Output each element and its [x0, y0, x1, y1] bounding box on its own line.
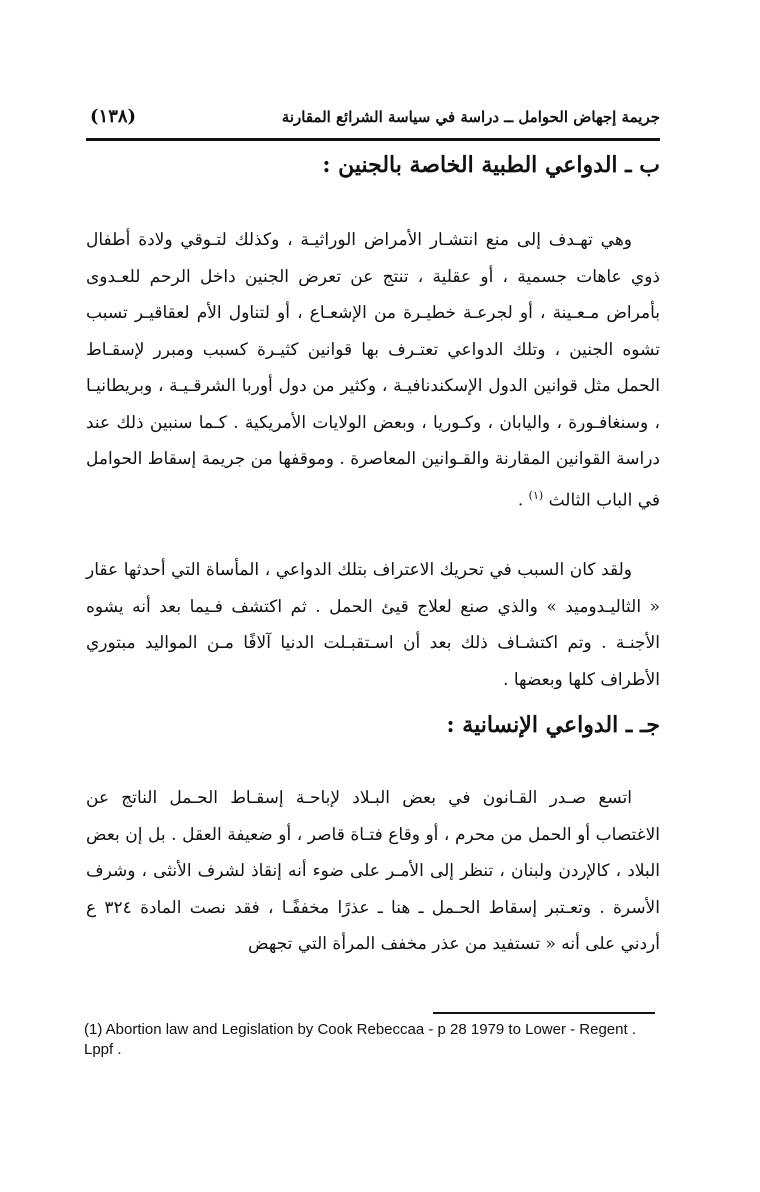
paragraph-medical-reasons [86, 222, 660, 519]
paragraph-end: . [517, 490, 529, 511]
paragraph-humanitarian-reasons: اتسع صـدر القـانون في بعض البـلاد لإباحـة إسقـاط الحـمل الناتج عن الاغتصاب أو الحمل من محرم ، أو وقاع فتـاة قاصر ، أو ضعيفة العقل . بل إن بعض البلاد ، كالإردن ولبنان ، تنظر إلى الأمـر على ضوء أنه إنقاذ لشرف الأنثى ، وشرف الأسرة . وتعـتبر إسقاط الحـمل ـ هنا ـ عذرًا مخففًـا ، فقد نصت المادة ٣٢٤ ع أردني على أنه « تستفيد من عذر مخفف المرأة التي تجهض [86, 788, 660, 954]
paragraph-text: وهي تهـدف إلى منع انتشـار الأمراض الوراثيـة ، وكذلك لتـوقي ولادة أطفال ذوي عاهات جسمية ، أو عقلية ، تنتج عن تعرض الجنين داخل الرحم للعـدوى بأمراض مـعـينة ، أو لجرعـة خطيـرة من الإشعـاع ، أو لتناول الأم لعقاقيـر تسبب تشوه الجنين ، وتلك الدواعي تعتـرف بها قوانين كثيـرة كسبب ومبرر لإسقـاط الحمل مثل قوانين الدول الإسكندنافيـة ، وكثير من دول أوربا الشرقـيـة ، وبريطانيـا ، وسنغافـورة ، واليابان ، وكـوريا ، وبعض الولايات الأمريكية . كـما سنبين ذلك عند دراسة القوانين المقارنة والقـوانين المعاصرة . وموقفها من جريمة إسقاط الحوامل في الباب الثالث [86, 230, 660, 511]
section-heading-humanitarian: جـ ـ الدواعي الإنسانية : [446, 712, 660, 738]
running-header [86, 102, 660, 141]
footnote: (1) Abortion law and Legislation by Cook Rebeccaa - p 28 1979 to Lower - Regent . Lppf . [84, 1021, 636, 1058]
paragraph-thalidomide: ولقد كان السبب في تحريك الاعتراف بتلك الدواعي ، المأساة التي أحدثها عقار « الثاليـدوميد » والذي صنع لعلاج قيئ الحمل . ثم اكتشف فـيما بعد أنه يشوه الأجنـة . وتم اكتشـاف ذلك بعد أن اسـتقبـلت الدنيا آلافًا مـن المواليد مبتوري الأطراف كلها وبعضها . [86, 560, 660, 690]
section-heading-medical: ب ـ الدواعي الطبية الخاصة بالجنين : [322, 152, 660, 178]
page-number: (١٣٨) [90, 106, 137, 127]
running-title: جريمة إجهاض الحوامل ــ دراسة في سياسة الشرائع المقارنة [281, 108, 660, 126]
footnote-reference: (١) [528, 488, 544, 502]
footnote-divider [433, 1012, 655, 1014]
